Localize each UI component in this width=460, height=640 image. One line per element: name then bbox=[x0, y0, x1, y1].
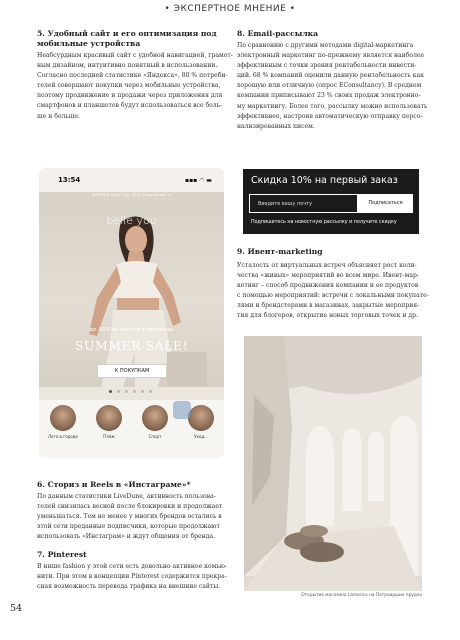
text-line: По данным статистики LiveDune, активность пользова- bbox=[37, 493, 216, 500]
text-line: электронный маркетинг по-прежнему является наиболее bbox=[237, 52, 425, 60]
section6-title: 6. Сториз и Reels в «Инстаграме»* bbox=[37, 480, 191, 489]
text-line: использовать «Инстаграм» и ждут общения от бренда. bbox=[37, 533, 216, 541]
text-line: ше и больше. bbox=[37, 112, 80, 120]
promo-text: до -50% на сайте и в магазинах bbox=[89, 327, 174, 333]
section5-body bbox=[37, 51, 233, 122]
category-label: Спорт bbox=[148, 434, 162, 439]
photo-caption: Открытие магазина Lamarico на Патриарших прудах bbox=[301, 593, 422, 598]
text-line: уменьшаться. Тем не менее у многих брендов остались в bbox=[37, 513, 222, 521]
category-row bbox=[39, 400, 224, 458]
category-image bbox=[142, 405, 168, 431]
category-image bbox=[188, 405, 214, 431]
text-line: компании приписывают 23 % своих продаж электронно- bbox=[237, 92, 421, 100]
text-line: телей снизилась весной после блокировки и продолжает bbox=[37, 503, 223, 511]
text-line: Усталость от виртуальных встреч объясняет рост коли- bbox=[237, 262, 417, 269]
carousel-dot[interactable] bbox=[149, 390, 152, 393]
section-header: • ЭКСПЕРТНОЕ МНЕНИЕ • bbox=[164, 4, 296, 14]
model-figure bbox=[39, 202, 224, 387]
category-item[interactable] bbox=[92, 405, 126, 439]
subscribe-title: Скидка 10% на первый заказ bbox=[251, 175, 398, 186]
text-line: Неабсурдным красивый сайт с удобной навигацией, грамот- bbox=[37, 52, 233, 59]
signal-icon: ▪▪▪ ◠ ▬ bbox=[185, 177, 212, 184]
hero-image bbox=[39, 202, 224, 387]
page-number: 54 bbox=[10, 603, 23, 614]
email-input[interactable]: Введите вашу почту bbox=[249, 194, 358, 213]
text-line: сная возможность перевода трафика на внешние сайты. bbox=[37, 583, 221, 591]
store-photo bbox=[244, 336, 422, 591]
section5-title: 5. Удобный сайт и его оптимизация под мобильные устройства bbox=[37, 29, 217, 48]
carousel-dot[interactable] bbox=[141, 390, 144, 393]
section9-body bbox=[237, 261, 429, 322]
text-line: кетинг – способ продвижения компании и ее продуктов bbox=[237, 282, 419, 290]
sale-heading: SUMMER SALE! bbox=[74, 338, 189, 353]
phone-time: 13:54 bbox=[58, 176, 81, 184]
text-line: Согласно последней статистике «Яндекса», 80 % потреби- bbox=[37, 72, 228, 80]
subscribe-button[interactable]: Подписаться bbox=[358, 194, 413, 213]
category-label: Пляж bbox=[103, 434, 115, 439]
category-image bbox=[96, 405, 122, 431]
text-line: чества «живых» мероприятий во всем мире. Ивент-мар- bbox=[237, 272, 419, 280]
phone-mockup bbox=[39, 168, 224, 458]
text-line: В нише fashion у этой сети есть довольно активное комью- bbox=[37, 563, 228, 570]
carousel-dots[interactable] bbox=[109, 390, 154, 394]
section7-title: 7. Pinterest bbox=[37, 550, 87, 559]
carousel-dot[interactable] bbox=[133, 390, 136, 393]
subscribe-box bbox=[243, 169, 419, 234]
section7-body bbox=[37, 562, 227, 592]
text-line: смартфонов и планшетов будут использоваться все боль- bbox=[37, 102, 223, 110]
carousel-dot[interactable] bbox=[117, 390, 120, 393]
text-line: лями и брендстерами в магазинах, закрытые мероприя- bbox=[237, 302, 420, 310]
section8-body bbox=[237, 41, 428, 132]
text-line: ным дизайном, интуитивно понятный в использовании. bbox=[37, 62, 218, 70]
section8-title: 8. Email-рассылка bbox=[237, 29, 319, 38]
shop-button[interactable]: К ПОКУПКАМ bbox=[97, 364, 167, 378]
text-line: эффективным с точки зрения рентабельности инвести- bbox=[237, 62, 417, 70]
category-image bbox=[50, 405, 76, 431]
promo-banner-text: SUMMER SALE: до -50% Подробнее > bbox=[91, 193, 172, 197]
category-item[interactable] bbox=[46, 405, 80, 439]
text-line: По сравнению с другими методами digital-маркетинга bbox=[237, 42, 414, 49]
text-line: поэтому продвижение и продажи через приложения для bbox=[37, 92, 223, 100]
category-label: Лето в городе bbox=[48, 434, 78, 439]
section9-title: 9. Ивент-marketing bbox=[237, 247, 323, 256]
text-line: нити. При этом в концепции Pinterest содержится прекра- bbox=[37, 573, 227, 581]
text-line: тия для блогеров, открытие новых торговых точек и др. bbox=[237, 312, 418, 320]
text-line: ций. 68 % компаний оценили данную рентабельность как bbox=[237, 72, 424, 80]
carousel-dot[interactable] bbox=[125, 390, 128, 393]
text-line: му маркетингу. Более того, рассылку можно использовать bbox=[237, 102, 428, 110]
category-item[interactable] bbox=[138, 405, 172, 439]
subscribe-note: Подпишитесь на новостную рассылку и получите скидку bbox=[251, 220, 397, 225]
text-line: телей совершают покупки через мобильные устройства, bbox=[37, 82, 221, 90]
chat-icon[interactable] bbox=[173, 401, 191, 419]
text-line: нализированных писем. bbox=[237, 122, 315, 130]
text-line: с помощью мероприятий: встречи с локальными покупате- bbox=[237, 292, 429, 300]
brand-logo: belle you bbox=[106, 214, 157, 227]
text-line: хорошую или отличную (опрос EConsultancy). В среднем bbox=[237, 82, 422, 90]
carousel-dot[interactable] bbox=[109, 390, 112, 393]
text-line: этой сети преданные подписчики, которые продолжают bbox=[37, 523, 220, 531]
text-line: эффективнее, настроив автоматическую отправку персо- bbox=[237, 112, 423, 120]
promo-banner[interactable] bbox=[39, 192, 224, 202]
section6-body bbox=[37, 492, 227, 542]
category-label: Уход... bbox=[194, 434, 208, 439]
store-interior-image bbox=[244, 336, 422, 591]
